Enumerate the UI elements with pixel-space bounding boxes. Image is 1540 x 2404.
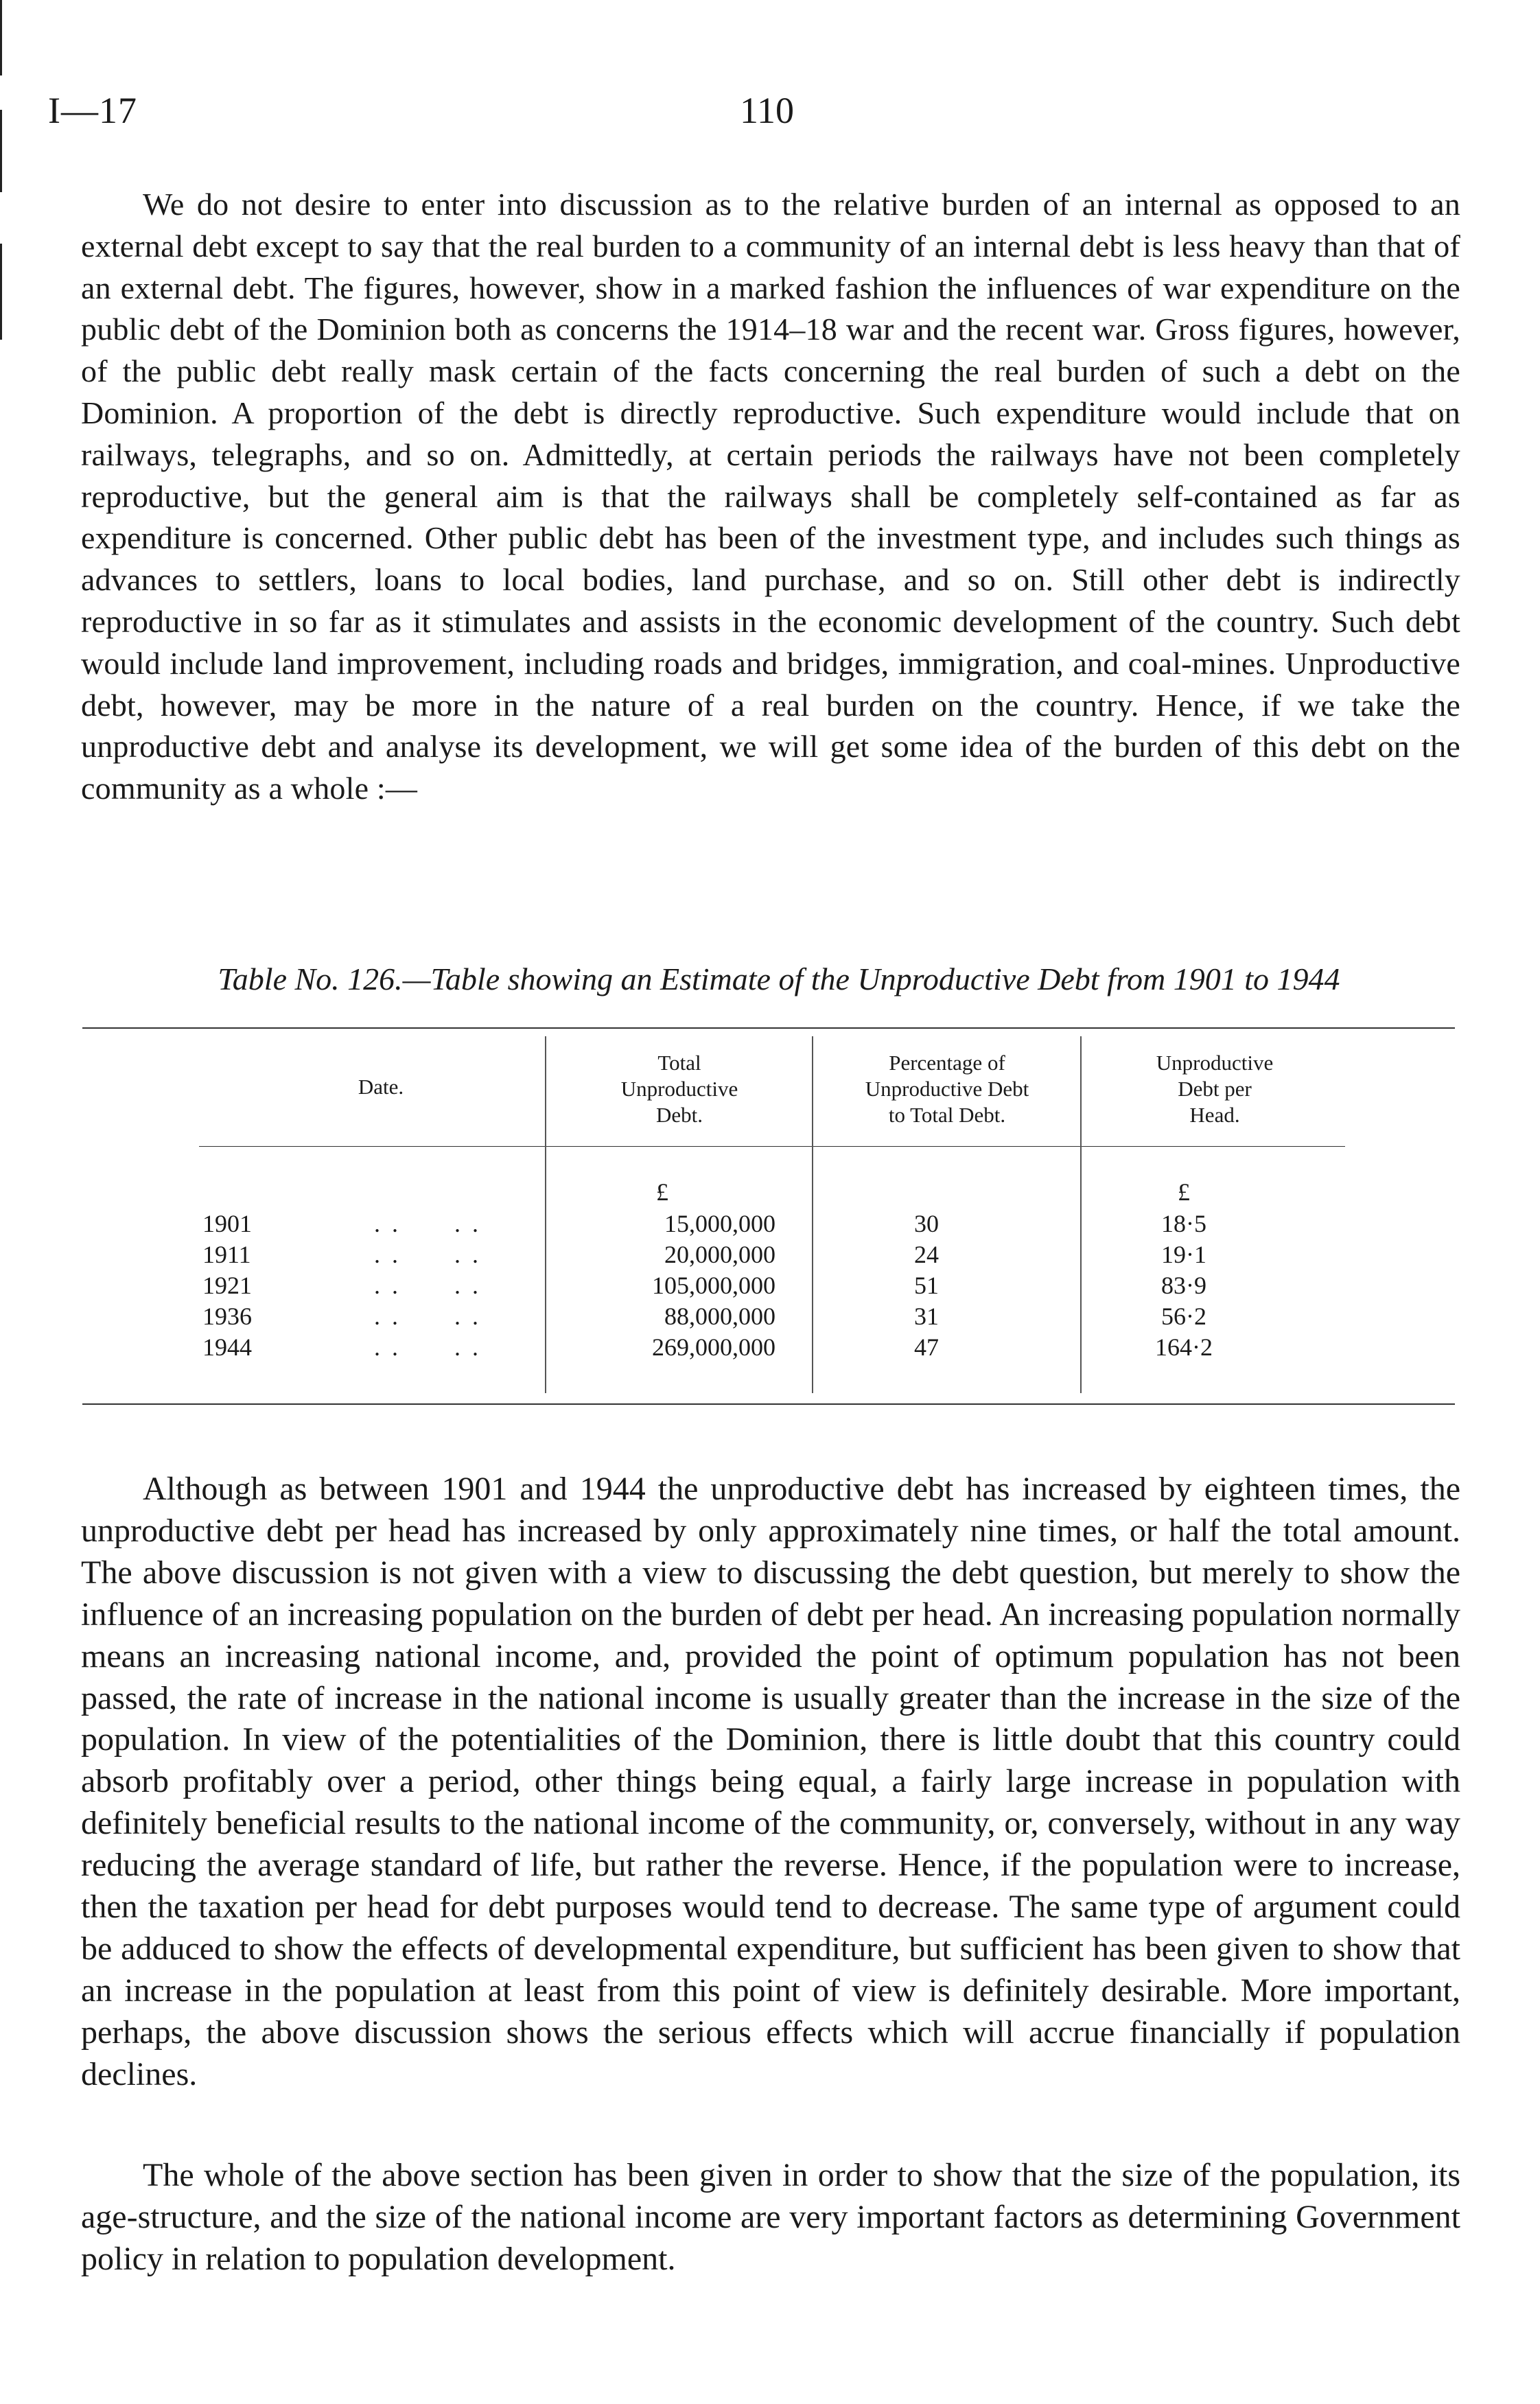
header-line: Percentage of xyxy=(889,1051,1005,1075)
column-divider xyxy=(545,1036,546,1393)
cell-debt-per-head: 164·2 xyxy=(1155,1333,1213,1361)
document-reference: I—17 xyxy=(48,90,137,131)
cell-percentage: 24 xyxy=(914,1241,939,1268)
leader-dots: . . . . xyxy=(374,1303,481,1330)
unit-symbol-total: £ xyxy=(656,1178,668,1206)
cell-percentage: 31 xyxy=(914,1303,939,1330)
body-paragraph-1: We do not desire to enter into discussion as to the relative burden of an internal as opposed to an external debt except to say that the real burden to a community of an internal debt is less heavy than that of an external debt. The figures, however, show in a marked fashion the influences of war expenditure on the public debt of the Dominion both as concerns the 1914–18 war and the recent war. Gross figures, however, of the public debt really mask certain of the facts concerning the real burden of such a debt on the Dominion. A proportion of the debt is directly reproductive. Such expenditure would include that on railways, telegraphs, and so on. Admittedly, at certain periods the railways have not been completely reproductive, but the general aim is that the railways shall be completely self-contained as far as expenditure is concerned. Other public debt has been of the investment type, and includes such things as advances to settlers, loans to local bodies, land purchase, and so on. Still other debt is indirectly reproductive in so far as it stimulates and assists in the economic development of the country. Such debt would include land improvement, including roads and bridges, immigration, and coal-mines. Unproductive debt, however, may be more in the nature of a real burden on the country. Hence, if we take the unproductive debt and analyse its development, we will get some idea of the burden of this debt on the community as a whole :— xyxy=(81,187,1460,806)
header-line: to Total Debt. xyxy=(888,1103,1006,1127)
body-paragraph-2: Although as between 1901 and 1944 the unproductive debt has increased by eighteen times, the unproductive debt per head has increased by only approximately nine times, or half the total amount. The above discussion is not given with a view to discussing the debt question, but merely to show the influence of an increasing population on the burden of debt per head. An increasing population normally means an increasing national income, and, provided the point of optimum population has not been passed, the rate of increase in the national income is usually greater than the increase in the size of the population. In view of the potentialities of the Dominion, there is little doubt that this country could absorb profitably over a period, other things being equal, a fairly large increase in population with definitely beneficial results to the national income of the community, or, conversely, without in any way reducing the average standard of life, but rather the reverse. Hence, if the population were to increase, then the taxation per head for debt purposes would tend to decrease. The same type of argument could be adduced to show the effects of developmental expenditure, but sufficient has been given to show that an increase in the population at least from this point of view is definitely desirable. More important, perhaps, the above discussion shows the serious effects which will accrue financially if population declines. xyxy=(81,1471,1460,2092)
leader-dots: . . . . xyxy=(374,1272,481,1299)
header-line: Total xyxy=(657,1051,701,1075)
column-divider xyxy=(1080,1036,1082,1393)
body-paragraph-3: The whole of the above section has been given in order to show that the size of the population, its age-structure, and the size of the national income are very important factors as determining Government policy in relation to population development. xyxy=(81,2157,1460,2277)
cell-total-debt: 269,000,000 xyxy=(652,1333,775,1361)
cell-debt-per-head: 56·2 xyxy=(1161,1303,1206,1330)
cell-debt-per-head: 19·1 xyxy=(1161,1241,1206,1268)
header-line: Debt per xyxy=(1178,1077,1252,1101)
scan-edge-mark xyxy=(0,110,2,192)
column-header-percentage xyxy=(817,1050,1077,1128)
table-header-rule xyxy=(199,1146,1345,1147)
header-line: Unproductive Debt xyxy=(865,1077,1029,1101)
cell-debt-per-head: 18·5 xyxy=(1161,1210,1206,1237)
scan-edge-mark xyxy=(0,0,2,75)
cell-percentage: 30 xyxy=(914,1210,939,1237)
page-number: 110 xyxy=(740,90,794,131)
column-header-date-text: Date. xyxy=(358,1075,404,1099)
cell-total-debt: 88,000,000 xyxy=(664,1303,775,1330)
cell-percentage: 47 xyxy=(914,1333,939,1361)
cell-total-debt: 20,000,000 xyxy=(664,1241,775,1268)
table-caption: Table No. 126.—Table showing an Estimate of the Unproductive Debt from 1901 to 1944 xyxy=(218,961,1340,996)
header-line: Head. xyxy=(1189,1103,1240,1127)
column-header-total xyxy=(549,1050,810,1128)
header-line: Debt. xyxy=(655,1103,703,1127)
cell-date: 1901 xyxy=(202,1210,252,1237)
cell-percentage: 51 xyxy=(914,1272,939,1299)
leader-dots: . . . . xyxy=(374,1333,481,1361)
leader-dots: . . . . xyxy=(374,1210,481,1237)
cell-date: 1921 xyxy=(202,1272,252,1299)
column-header-date xyxy=(302,1074,460,1100)
table-top-rule xyxy=(82,1027,1455,1029)
unit-symbol-per-head: £ xyxy=(1178,1178,1190,1206)
leader-dots: . . . . xyxy=(374,1241,481,1268)
scan-edge-mark xyxy=(0,244,2,340)
column-divider xyxy=(812,1036,813,1393)
cell-date: 1936 xyxy=(202,1303,252,1330)
cell-date: 1911 xyxy=(202,1241,251,1268)
cell-debt-per-head: 83·9 xyxy=(1161,1272,1206,1299)
cell-date: 1944 xyxy=(202,1333,252,1361)
cell-total-debt: 15,000,000 xyxy=(664,1210,775,1237)
table-bottom-rule xyxy=(82,1403,1455,1405)
header-line: Unproductive xyxy=(1156,1051,1274,1075)
column-header-per-head xyxy=(1084,1050,1345,1128)
header-line: Unproductive xyxy=(620,1077,738,1101)
cell-total-debt: 105,000,000 xyxy=(652,1272,775,1299)
